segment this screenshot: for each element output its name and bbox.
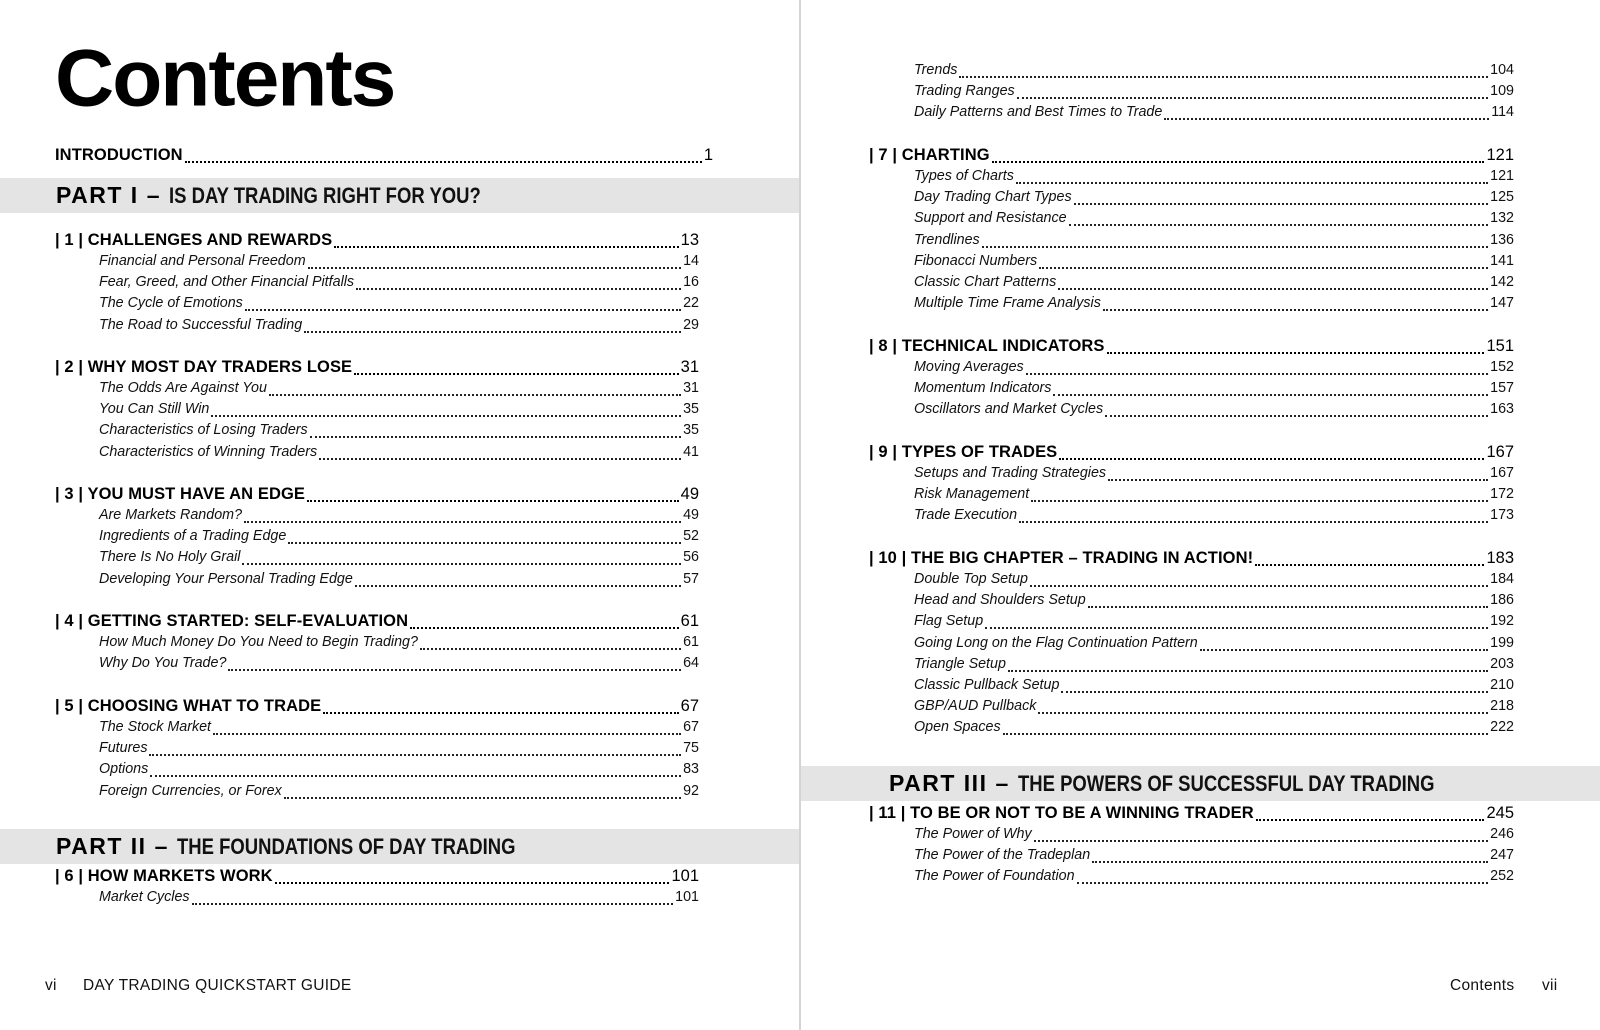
toc-section-entry[interactable] [914,104,1514,125]
dot-leader [959,76,1488,78]
toc-section-entry[interactable] [99,634,699,655]
toc-page-number: 210 [1490,677,1514,693]
toc-section-entry[interactable] [99,295,699,316]
toc-page-number: 121 [1486,146,1514,164]
toc-label: Foreign Currencies, or Forex [99,782,282,799]
part-heading-1 [0,178,799,213]
toc-page-number: 136 [1490,231,1514,248]
dot-leader [1038,712,1488,714]
toc-label: | 5 | CHOOSING WHAT TO TRADE [55,697,322,715]
dot-leader [1107,352,1485,354]
toc-page-number: 92 [683,782,699,799]
toc-page-number: 203 [1490,655,1514,672]
left-page [0,0,799,1030]
toc-label: Trade Execution [914,507,1018,524]
toc-label: The Power of Why [914,826,1032,842]
part-number: PART II [56,833,147,859]
dot-leader [1061,691,1488,693]
toc-page-number: 14 [683,253,699,269]
part-number: PART I [56,182,139,208]
toc-page-number: 61 [680,612,699,630]
toc-label: Characteristics of Losing Traders [99,422,308,439]
toc-section-entry[interactable] [914,465,1514,486]
toc-section-entry[interactable] [914,826,1514,847]
toc-page-number: 247 [1490,847,1514,864]
toc-chapter-entry[interactable] [55,358,699,380]
part-title: THE POWERS OF SUCCESSFUL DAY TRADING [1018,770,1435,796]
toc-section-entry[interactable] [914,571,1514,592]
dot-leader [310,436,681,438]
toc-page-number: 101 [671,867,699,885]
toc-label: Market Cycles [99,889,190,905]
toc-section-entry[interactable] [914,677,1514,698]
toc-page-number: 67 [680,697,699,715]
part-dash: – [146,182,160,208]
toc-section-entry[interactable] [914,210,1514,231]
dot-leader [245,309,681,311]
toc-page-number: 172 [1490,486,1514,503]
dot-leader [1255,564,1484,566]
toc-label: Flag Setup [914,613,984,630]
toc-page-number: 109 [1490,83,1514,100]
toc-section-entry[interactable] [99,380,699,401]
dot-leader [323,712,678,714]
dot-leader [242,563,681,565]
toc-page-number: 13 [680,231,699,249]
toc-page-number: 16 [683,274,699,291]
dot-leader [1031,500,1488,502]
dot-leader [284,797,681,799]
dot-leader [356,288,681,290]
dot-leader [1053,394,1488,396]
dot-leader [1039,267,1488,269]
toc-label: Momentum Indicators [914,380,1052,397]
toc-label: GBP/AUD Pullback [914,698,1037,715]
dot-leader [1088,606,1488,608]
dot-leader [1034,840,1489,842]
toc-page-number: 184 [1490,571,1514,587]
toc-section-entry[interactable] [914,380,1514,401]
toc-page-number: 192 [1490,613,1514,630]
toc-label: How Much Money Do You Need to Begin Trading? [99,634,418,650]
toc-section-entry[interactable] [914,62,1514,83]
toc-section-entry[interactable] [99,444,699,465]
toc-section-entry[interactable] [914,592,1514,613]
toc-section-entry[interactable] [99,274,699,295]
toc-label: Types of Charts [914,168,1014,184]
part-dash: – [995,770,1009,796]
dot-leader [1058,288,1488,290]
dot-leader [1092,861,1488,863]
dot-leader [1019,521,1488,523]
toc-label: Fibonacci Numbers [914,252,1038,269]
toc-label: The Odds Are Against You [99,380,267,396]
dot-leader [149,754,681,756]
part-heading-2 [0,829,799,864]
toc-section-entry[interactable] [914,613,1514,634]
dot-leader [1017,97,1488,99]
toc-page-number: 252 [1490,868,1514,885]
dot-leader [992,161,1485,163]
toc-label: | 7 | CHARTING [869,146,990,164]
toc-section-entry[interactable] [99,761,699,782]
toc-label: INTRODUCTION [55,146,183,164]
toc-page-number: 101 [675,889,699,905]
dot-leader [1008,670,1488,672]
dot-leader [304,331,681,333]
dot-leader [211,415,681,417]
toc-label: | 11 | TO BE OR NOT TO BE A WINNING TRADER [869,804,1254,822]
toc-introduction[interactable] [55,146,713,168]
toc-label: Risk Management [914,486,1030,503]
toc-section-entry[interactable] [914,295,1514,316]
dot-leader [410,627,679,629]
toc-section-entry[interactable] [99,253,699,274]
toc-label: Support and Resistance [914,210,1067,227]
toc-chapter-entry[interactable] [869,443,1514,465]
toc-page-number: 104 [1490,62,1514,78]
toc-page-number: 22 [683,295,699,312]
dot-leader [1016,182,1488,184]
toc-section-entry[interactable] [914,719,1514,740]
toc-page-number: 121 [1490,168,1514,184]
toc-section-entry[interactable] [99,889,699,910]
part-number: PART III [889,770,988,796]
toc-label: Financial and Personal Freedom [99,253,306,269]
toc-section-entry[interactable] [914,401,1514,422]
footer-page-number: vi [45,977,57,994]
toc-chapter-entry[interactable] [55,867,699,889]
toc-label: Are Markets Random? [99,507,243,523]
footer-running-head: Contents [1450,977,1515,994]
toc-page-number: 222 [1490,719,1514,736]
toc-page-number: 49 [683,507,699,523]
part-title: IS DAY TRADING RIGHT FOR YOU? [169,182,482,208]
toc-section-entry[interactable] [99,655,699,676]
toc-label: Developing Your Personal Trading Edge [99,570,353,587]
toc-label: Head and Shoulders Setup [914,592,1086,609]
toc-section-entry[interactable] [99,740,699,761]
toc-label: Moving Averages [914,359,1024,375]
toc-section-entry[interactable] [99,571,699,592]
contents-title: Contents [55,33,395,124]
dot-leader [1105,415,1488,417]
toc-label: You Can Still Win [99,401,210,418]
dot-leader [1077,882,1489,884]
dot-leader [213,733,681,735]
toc-label: Futures [99,740,148,757]
toc-page-number: 35 [683,401,699,418]
toc-label: Day Trading Chart Types [914,189,1072,206]
toc-chapter-entry[interactable] [55,485,699,507]
toc-page-number: 167 [1490,465,1514,481]
toc-page-number: 246 [1490,826,1514,842]
toc-section-entry[interactable] [99,549,699,570]
dot-leader [334,246,678,248]
toc-section-entry[interactable] [914,868,1514,889]
dot-leader [1003,733,1489,735]
dot-leader [228,669,681,671]
toc-label: Daily Patterns and Best Times to Trade [914,104,1163,121]
toc-section-entry[interactable] [99,783,699,804]
toc-section-entry[interactable] [914,359,1514,380]
toc-chapter-entry[interactable] [55,697,699,719]
dot-leader [307,500,679,502]
toc-page-number: 64 [683,655,699,672]
dot-leader [1108,479,1488,481]
toc-section-entry[interactable] [99,422,699,443]
toc-page-number: 114 [1491,104,1514,121]
toc-page-number: 186 [1490,592,1514,609]
dot-leader [1026,373,1488,375]
toc-label: Options [99,761,149,778]
toc-chapter-entry[interactable] [869,804,1514,826]
toc-page-number: 29 [683,316,699,333]
footer-running-head: DAY TRADING QUICKSTART GUIDE [83,977,352,994]
toc-page-number: 183 [1486,549,1514,567]
toc-section-entry[interactable] [914,656,1514,677]
toc-page-number: 199 [1490,634,1514,651]
toc-page-number: 141 [1490,252,1514,269]
toc-label: Setups and Trading Strategies [914,465,1107,481]
toc-page-number: 31 [683,380,699,396]
toc-page-number: 52 [683,528,699,545]
dot-leader [985,627,1488,629]
toc-page-number: 152 [1490,359,1514,375]
toc-label: The Power of Foundation [914,868,1075,885]
dot-leader [1059,458,1484,460]
toc-label: The Power of the Tradeplan [914,847,1091,864]
toc-chapter-entry[interactable] [55,612,699,634]
toc-page-number: 151 [1486,337,1514,355]
toc-label: Why Do You Trade? [99,655,227,672]
toc-label: Triangle Setup [914,655,1006,672]
dot-leader [1074,203,1489,205]
toc-label: | 3 | YOU MUST HAVE AN EDGE [55,485,305,503]
toc-section-entry[interactable] [99,507,699,528]
toc-label: | 6 | HOW MARKETS WORK [55,867,273,885]
toc-page-number: 57 [683,570,699,587]
dot-leader [1030,585,1488,587]
dot-leader [354,373,678,375]
toc-label: Classic Pullback Setup [914,677,1060,693]
toc-page-number: 147 [1490,295,1514,312]
toc-page-number: 67 [683,719,699,735]
toc-page-number: 163 [1490,401,1514,418]
toc-label: The Road to Successful Trading [99,316,303,333]
dot-leader [1164,118,1489,120]
toc-label: Trends [914,62,958,78]
toc-label: | 10 | THE BIG CHAPTER – TRADING IN ACTION! [869,549,1254,567]
toc-label: | 4 | GETTING STARTED: SELF-EVALUATION [55,612,409,630]
dot-leader [1200,649,1488,651]
toc-chapter-entry[interactable] [55,231,699,253]
toc-chapter-entry[interactable] [869,337,1514,359]
toc-page-number: 1 [703,146,713,164]
toc-label: There Is No Holy Grail [99,549,241,566]
dot-leader [982,246,1488,248]
toc-section-entry[interactable] [914,83,1514,104]
toc-section-entry[interactable] [914,232,1514,253]
toc-label: Multiple Time Frame Analysis [914,295,1101,312]
dot-leader [269,394,681,396]
toc-label: Trendlines [914,231,980,248]
toc-label: | 9 | TYPES OF TRADES [869,443,1058,461]
toc-label: | 2 | WHY MOST DAY TRADERS LOSE [55,358,353,376]
toc-label: The Cycle of Emotions [99,295,243,312]
toc-page-number: 31 [680,358,699,376]
toc-section-entry[interactable] [914,486,1514,507]
toc-chapter-entry[interactable] [869,146,1514,168]
toc-page-number: 173 [1490,507,1514,524]
toc-page-number: 157 [1490,380,1514,397]
dot-leader [192,903,674,905]
part-dash: – [154,833,168,859]
dot-leader [185,161,702,163]
toc-page-number: 142 [1490,274,1514,290]
toc-section-entry[interactable] [914,507,1514,528]
dot-leader [420,648,681,650]
dot-leader [244,521,681,523]
toc-label: The Stock Market [99,719,212,735]
toc-section-entry[interactable] [914,847,1514,868]
right-page [801,0,1600,1030]
toc-page-number: 218 [1490,698,1514,715]
toc-section-entry[interactable] [914,168,1514,189]
toc-page-number: 245 [1486,804,1514,822]
toc-section-entry[interactable] [99,719,699,740]
toc-label: Fear, Greed, and Other Financial Pitfalls [99,274,355,291]
dot-leader [288,542,681,544]
toc-page-number: 132 [1490,210,1514,227]
toc-section-entry[interactable] [914,253,1514,274]
toc-page-number: 35 [683,422,699,439]
toc-page-number: 125 [1490,189,1514,206]
toc-section-entry[interactable] [914,274,1514,295]
toc-chapter-entry[interactable] [869,549,1514,571]
toc-page-number: 61 [683,634,699,650]
toc-section-entry[interactable] [99,528,699,549]
toc-label: Open Spaces [914,719,1001,736]
dot-leader [1069,224,1489,226]
toc-section-entry[interactable] [99,401,699,422]
toc-section-entry[interactable] [99,317,699,338]
toc-page-number: 41 [683,443,699,460]
toc-label: | 8 | TECHNICAL INDICATORS [869,337,1105,355]
toc-label: Ingredients of a Trading Edge [99,528,287,545]
part-title: THE FOUNDATIONS OF DAY TRADING [177,833,516,859]
toc-section-entry[interactable] [914,189,1514,210]
dot-leader [308,267,681,269]
toc-section-entry[interactable] [914,635,1514,656]
dot-leader [1256,819,1485,821]
toc-page-number: 49 [680,485,699,503]
toc-label: Going Long on the Flag Continuation Pattern [914,634,1198,651]
dot-leader [275,882,670,884]
toc-label: | 1 | CHALLENGES AND REWARDS [55,231,333,249]
toc-section-entry[interactable] [914,698,1514,719]
toc-label: Classic Chart Patterns [914,274,1057,290]
dot-leader [319,458,681,460]
dot-leader [1103,309,1488,311]
toc-page-number: 83 [683,761,699,778]
toc-page-number: 75 [683,740,699,757]
dot-leader [355,585,681,587]
part-heading-3 [801,766,1600,801]
toc-page-number: 56 [683,549,699,566]
toc-label: Trading Ranges [914,83,1015,100]
toc-label: Oscillators and Market Cycles [914,401,1104,418]
toc-label: Double Top Setup [914,571,1028,587]
toc-page-number: 167 [1486,443,1514,461]
toc-label: Characteristics of Winning Traders [99,443,318,460]
footer-page-number: vii [1542,977,1558,994]
dot-leader [150,775,681,777]
